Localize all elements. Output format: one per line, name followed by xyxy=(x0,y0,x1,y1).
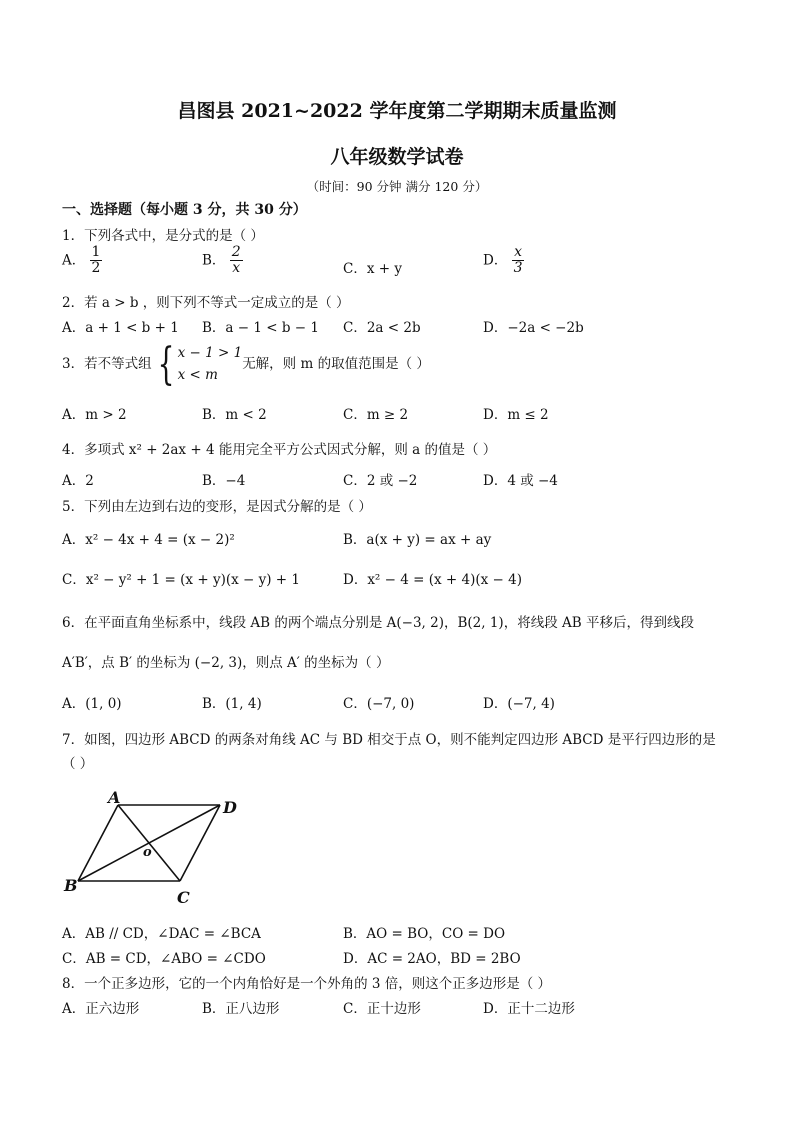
q3-option-d: D．m ≤ 2 xyxy=(483,407,549,423)
q5-stem: 5．下列由左边到右边的变形，是因式分解的是（ ） xyxy=(62,499,372,515)
q6-option-d: D．(−7, 4) xyxy=(483,696,555,712)
q3-option-b: B．m < 2 xyxy=(202,407,267,423)
q3-stem-pre: 3．若不等式组 xyxy=(62,356,152,373)
exam-title: 昌图县 2021~2022 学年度第二学期期末质量监测 xyxy=(177,100,617,122)
q1-a-fraction xyxy=(90,245,103,277)
q4-option-b: B．−4 xyxy=(202,473,246,489)
label-c: C xyxy=(177,888,190,907)
diagonal-bd xyxy=(78,805,220,881)
q6-stem-line1: 6．在平面直角坐标系中，线段 AB 的两个端点分别是 A(−3, 2)，B(2, 1)，将线段 AB 平移后，得到线段 xyxy=(62,615,694,631)
q4-stem: 4．多项式 x² + 2ax + 4 能用完全平方公式因式分解，则 a 的值是（ ） xyxy=(62,442,497,458)
q1-option-d xyxy=(483,245,525,277)
q5-option-b: B．a(x + y) = ax + ay xyxy=(343,532,492,548)
q3-line1: x − 1 > 1 xyxy=(177,345,243,361)
left-brace: { xyxy=(157,338,174,390)
label-a: A xyxy=(108,788,121,807)
q6-option-b: B．(1, 4) xyxy=(202,696,262,712)
q7-option-d: D．AC = 2AO，BD = 2BO xyxy=(343,951,521,967)
q3-stem xyxy=(62,338,430,390)
q1-b-label: B． xyxy=(202,252,226,269)
q1-option-a xyxy=(62,245,102,277)
q3-option-c: C．m ≥ 2 xyxy=(343,407,409,423)
numerator: 2 xyxy=(231,244,241,260)
q8-option-b: B．正八边形 xyxy=(202,1001,280,1017)
q4-option-a: A．2 xyxy=(62,473,94,489)
denominator: 2 xyxy=(91,260,101,277)
section-heading: 一、选择题（每小题 3 分，共 30 分） xyxy=(62,202,307,218)
q8-option-d: D．正十二边形 xyxy=(483,1001,575,1017)
denominator: 3 xyxy=(513,260,523,277)
numerator: x xyxy=(514,244,523,260)
label-b: B xyxy=(64,876,78,895)
q1-option-c: C．x + y xyxy=(343,261,402,277)
q2-stem: 2．若 a > b ，则下列不等式一定成立的是（ ） xyxy=(62,295,350,311)
q6-option-a: A．(1, 0) xyxy=(62,696,122,712)
q8-option-c: C．正十边形 xyxy=(343,1001,421,1017)
exam-subtitle: 八年级数学试卷 xyxy=(330,146,464,168)
q1-option-b xyxy=(202,245,243,277)
q1-a-label: A． xyxy=(62,252,86,269)
q2-option-c: C．2a < 2b xyxy=(343,320,421,336)
numerator: 1 xyxy=(91,244,101,260)
q3-line2: x < m xyxy=(177,366,218,383)
q1-stem: 1．下列各式中，是分式的是（ ） xyxy=(62,228,264,244)
q1-d-label: D． xyxy=(483,252,508,269)
q2-option-d: D．−2a < −2b xyxy=(483,320,584,336)
q1-d-fraction xyxy=(512,245,525,277)
q5-option-a: A．x² − 4x + 4 = (x − 2)² xyxy=(62,532,235,548)
q8-stem: 8．一个正多边形，它的一个内角恰好是一个外角的 3 倍，则这个正多边形是（ ） xyxy=(62,976,552,992)
q1-b-fraction xyxy=(230,245,243,277)
q6-stem-line2: A′B′，点 B′ 的坐标为 (−2, 3)，则点 A′ 的坐标为（ ） xyxy=(62,655,390,671)
denominator: x xyxy=(232,260,241,277)
q3-option-a: A．m > 2 xyxy=(62,407,127,423)
q3-inequality-system xyxy=(152,338,243,390)
q7-option-c: C．AB = CD，∠ABO = ∠CDO xyxy=(62,951,266,967)
q2-option-b: B．a − 1 < b − 1 xyxy=(202,320,319,336)
exam-info: （时间：90 分钟 满分 120 分） xyxy=(306,179,488,194)
label-o: o xyxy=(143,845,152,860)
q7-stem-line1: 7．如图，四边形 ABCD 的两条对角线 AC 与 BD 相交于点 O，则不能判定四边形 ABCD 是平行四边形的是 xyxy=(62,732,716,748)
q2-option-a: A．a + 1 < b + 1 xyxy=(62,320,179,336)
q7-option-b: B．AO = BO，CO = DO xyxy=(343,926,506,942)
q7-parallelogram-figure xyxy=(60,785,250,910)
q3-stem-post: 无解，则 m 的取值范围是（ ） xyxy=(242,356,430,373)
q7-option-a: A．AB // CD，∠DAC = ∠BCA xyxy=(62,926,261,942)
label-d: D xyxy=(223,798,237,817)
q6-option-c: C．(−7, 0) xyxy=(343,696,415,712)
q8-option-a: A．正六边形 xyxy=(62,1001,140,1017)
q4-option-d: D．4 或 −4 xyxy=(483,473,558,489)
q5-option-c: C．x² − y² + 1 = (x + y)(x − y) + 1 xyxy=(62,572,300,588)
q4-option-c: C．2 或 −2 xyxy=(343,473,418,489)
q7-stem-line2: （ ） xyxy=(62,756,94,772)
q5-option-d: D．x² − 4 = (x + 4)(x − 4) xyxy=(343,572,522,588)
